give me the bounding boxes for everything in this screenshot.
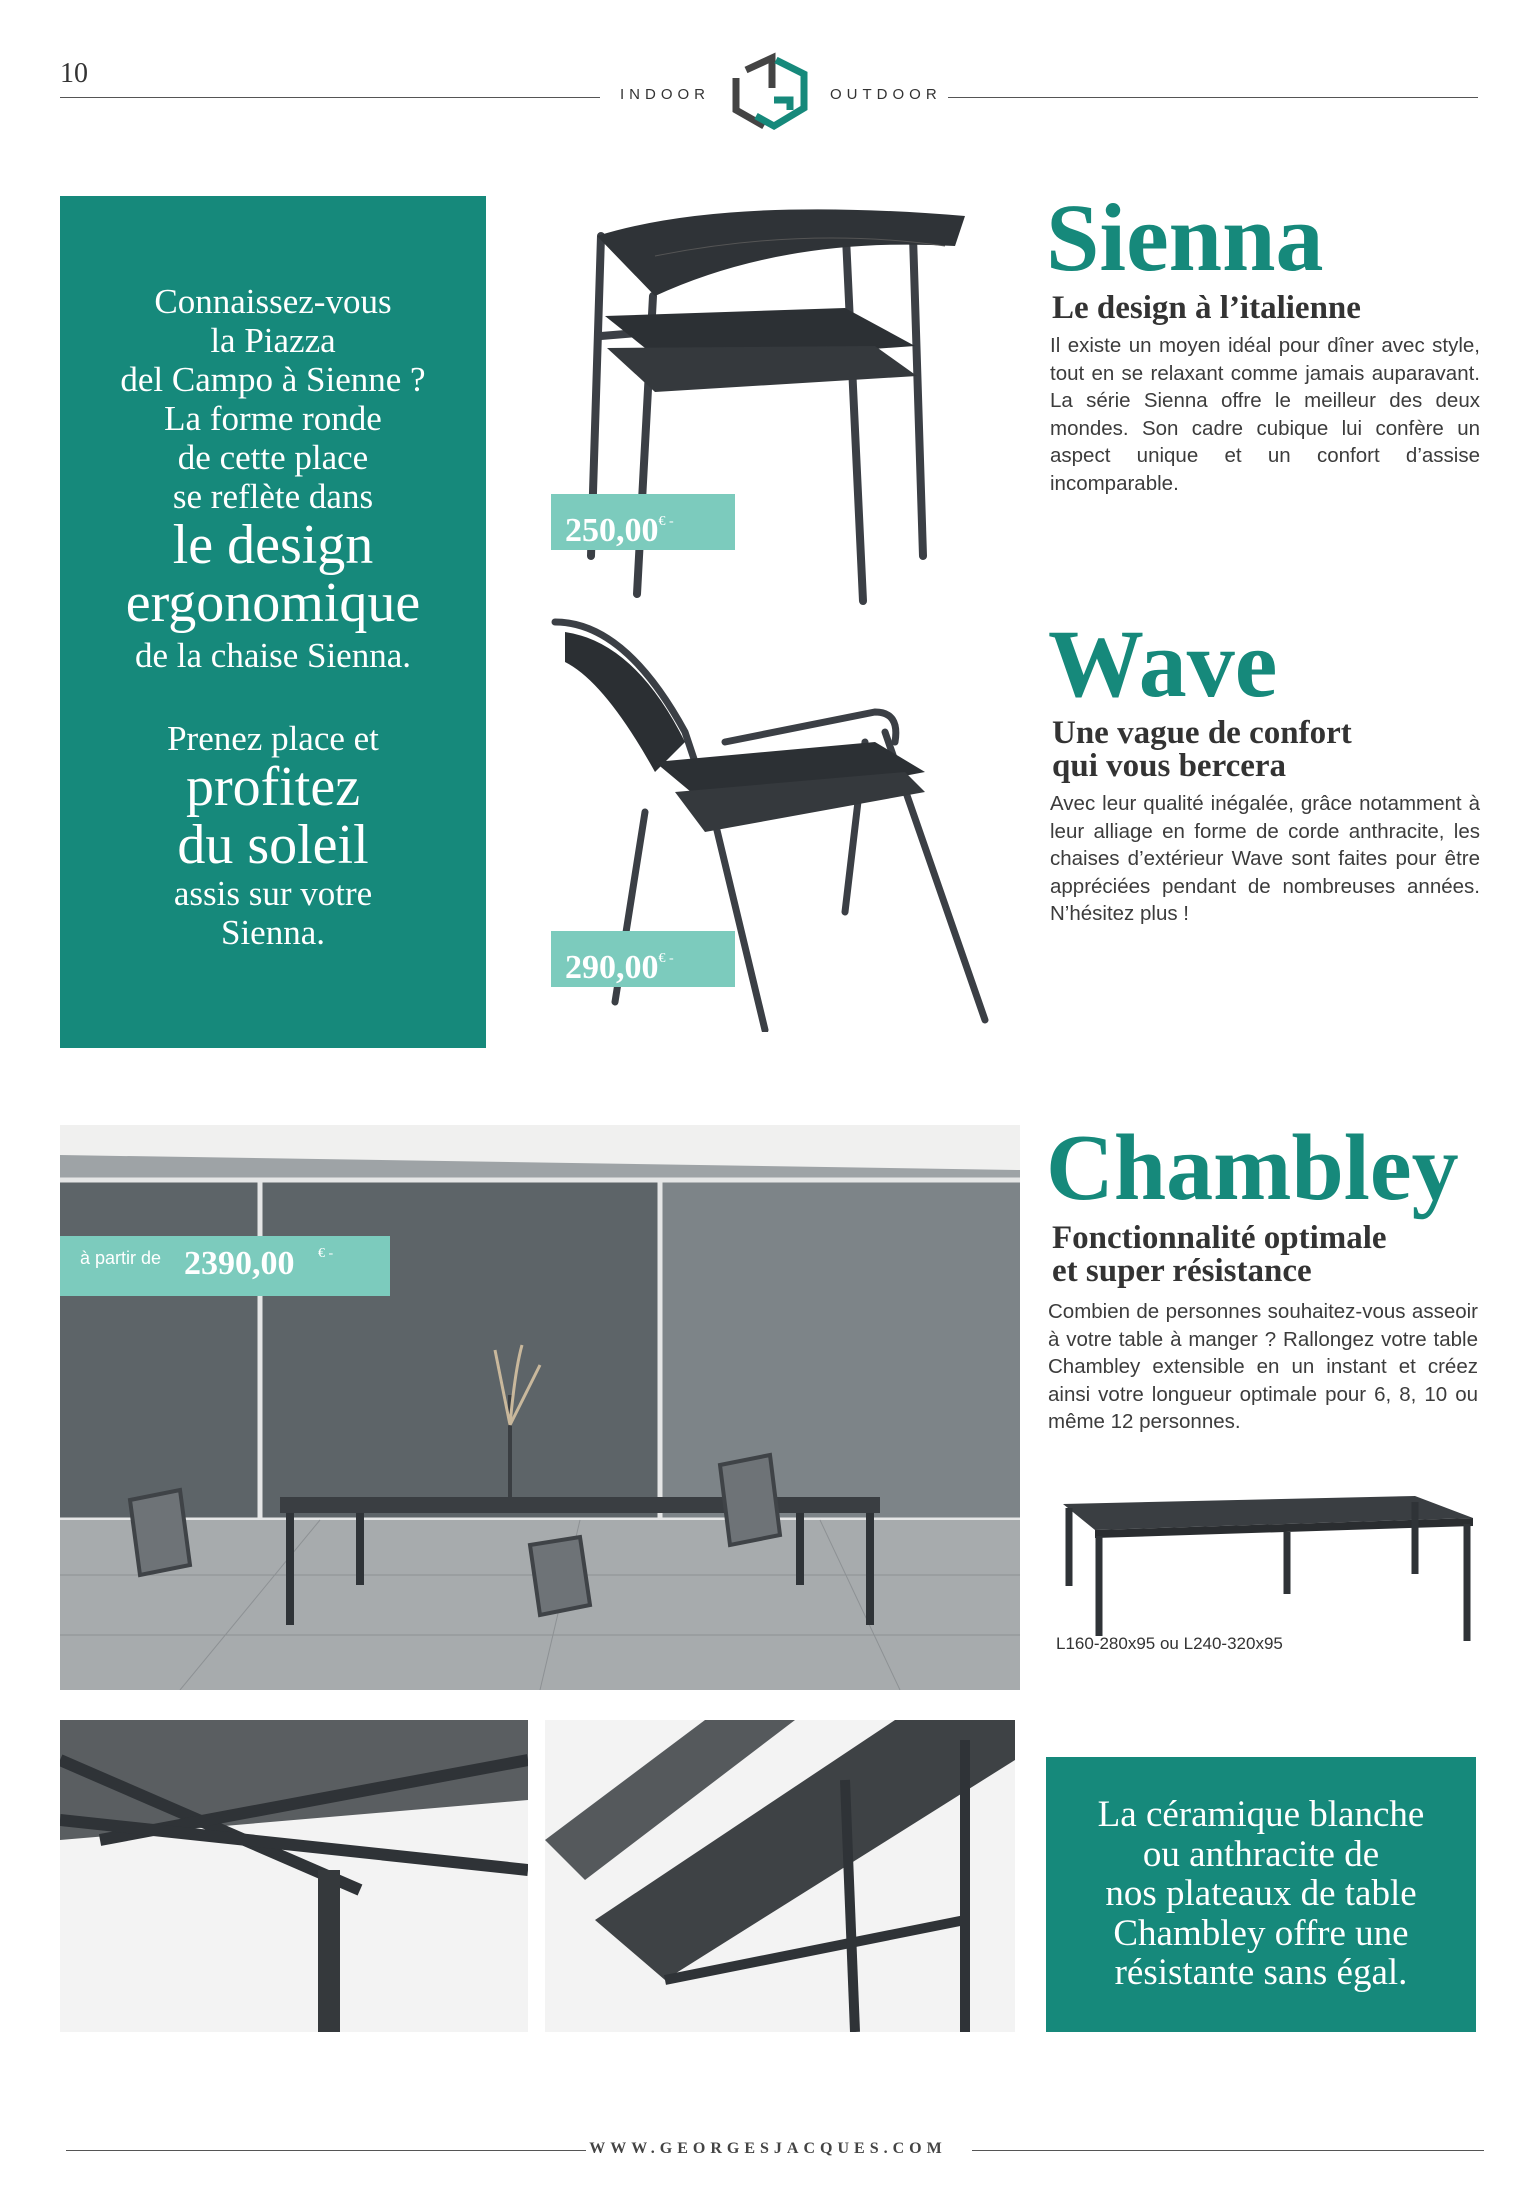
intro-emphasis: ergonomique [125,572,421,634]
intro-emphasis: du soleil [177,814,369,876]
chambley-dimensions: L160-280x95 ou L240-320x95 [1056,1634,1283,1653]
wave-subtitle-line: Une vague de confort [1052,715,1352,751]
intro-line: assis sur votre [173,874,373,913]
intro-line: se reflète dans [172,477,374,516]
wave-description: Avec leur qualité inégalée, grâce notamment à leur alliage en forme de corde anthracite, les chaises d’extérieur Wave sont faites pour être appréciées pendant de nombreuses années. N’hésitez plus ! [1050,792,1480,925]
intro-emphasis: le design [172,514,374,576]
chambley-price-prefix: à partir de [80,1248,162,1268]
wave-title: Wave [1048,610,1278,717]
footer-rule-right [972,2150,1484,2151]
chambley-detail-photo-extension [545,1720,1015,2032]
intro-line: de la chaise Sienna. [134,636,411,675]
sienna-price-suffix: € - [658,514,674,529]
intro-line: La forme ronde [164,399,382,438]
intro-line: de cette place [177,438,369,477]
intro-line: la Piazza [210,321,336,360]
wave-subtitle-line: qui vous bercera [1052,748,1287,784]
quote-line: résistante sans égal. [1114,1952,1408,1993]
chambley-subtitle-line: et super résistance [1052,1253,1312,1289]
quote-line: ou anthracite de [1142,1833,1380,1875]
chambley-title: Chambley [1046,1116,1459,1220]
chambley-table-image [1055,1486,1475,1656]
header-rule-left [60,97,600,98]
intro-line: Connaissez-vous [154,282,392,321]
chambley-description: Combien de personnes souhaitez-vous asseoir à votre table à manger ? Rallongez votre table Chambley extensible en un instant et créez ainsi votre longueur optimale pour 6, 8, 10 ou même 12 personnes. [1048,1300,1478,1433]
gj-logo-icon [716,48,826,140]
quote-line: Chambley offre une [1113,1912,1409,1954]
wave-price: 290,00 [565,949,659,986]
intro-box [60,196,486,1048]
intro-line: del Campo à Sienne ? [120,360,426,399]
quote-line: nos plateaux de table [1105,1873,1417,1914]
sienna-subtitle: Le design à l’italienne [1052,290,1361,326]
header-indoor-label: INDOOR [620,86,710,103]
footer-website-link[interactable]: WWW.GEORGESJACQUES.COM [589,2140,947,2157]
header-outdoor-label: OUTDOOR [830,86,942,103]
sienna-title: Sienna [1046,184,1324,291]
wave-price-suffix: € - [658,951,674,966]
intro-line: Sienna. [220,913,325,952]
chambley-detail-photo-underside [60,1720,528,2032]
page-number: 10 [60,58,88,89]
quote-box [1046,1757,1476,2032]
intro-emphasis: profitez [185,756,361,818]
chambley-price-tag [60,1236,390,1296]
chambley-scene-photo [60,1125,1020,1690]
sienna-price-tag [551,494,735,550]
intro-line: Prenez place et [167,719,379,758]
wave-price-tag [551,931,735,987]
quote-line: La céramique blanche [1097,1794,1425,1835]
sienna-description: Il existe un moyen idéal pour dîner avec style, tout en se relaxant comme jamais auparavant. La série Sienna offre le meilleur des deux mondes. Son cadre cubique lui confère un aspect unique et un confort d’assise incomparable. [1050,334,1480,495]
chambley-subtitle-line: Fonctionnalité optimale [1052,1220,1387,1256]
chambley-price-suffix: € - [318,1246,334,1261]
header-rule-right [948,97,1478,98]
sienna-price: 250,00 [565,512,659,549]
chambley-price: 2390,00 [184,1245,295,1282]
sienna-chair-image [545,196,975,616]
